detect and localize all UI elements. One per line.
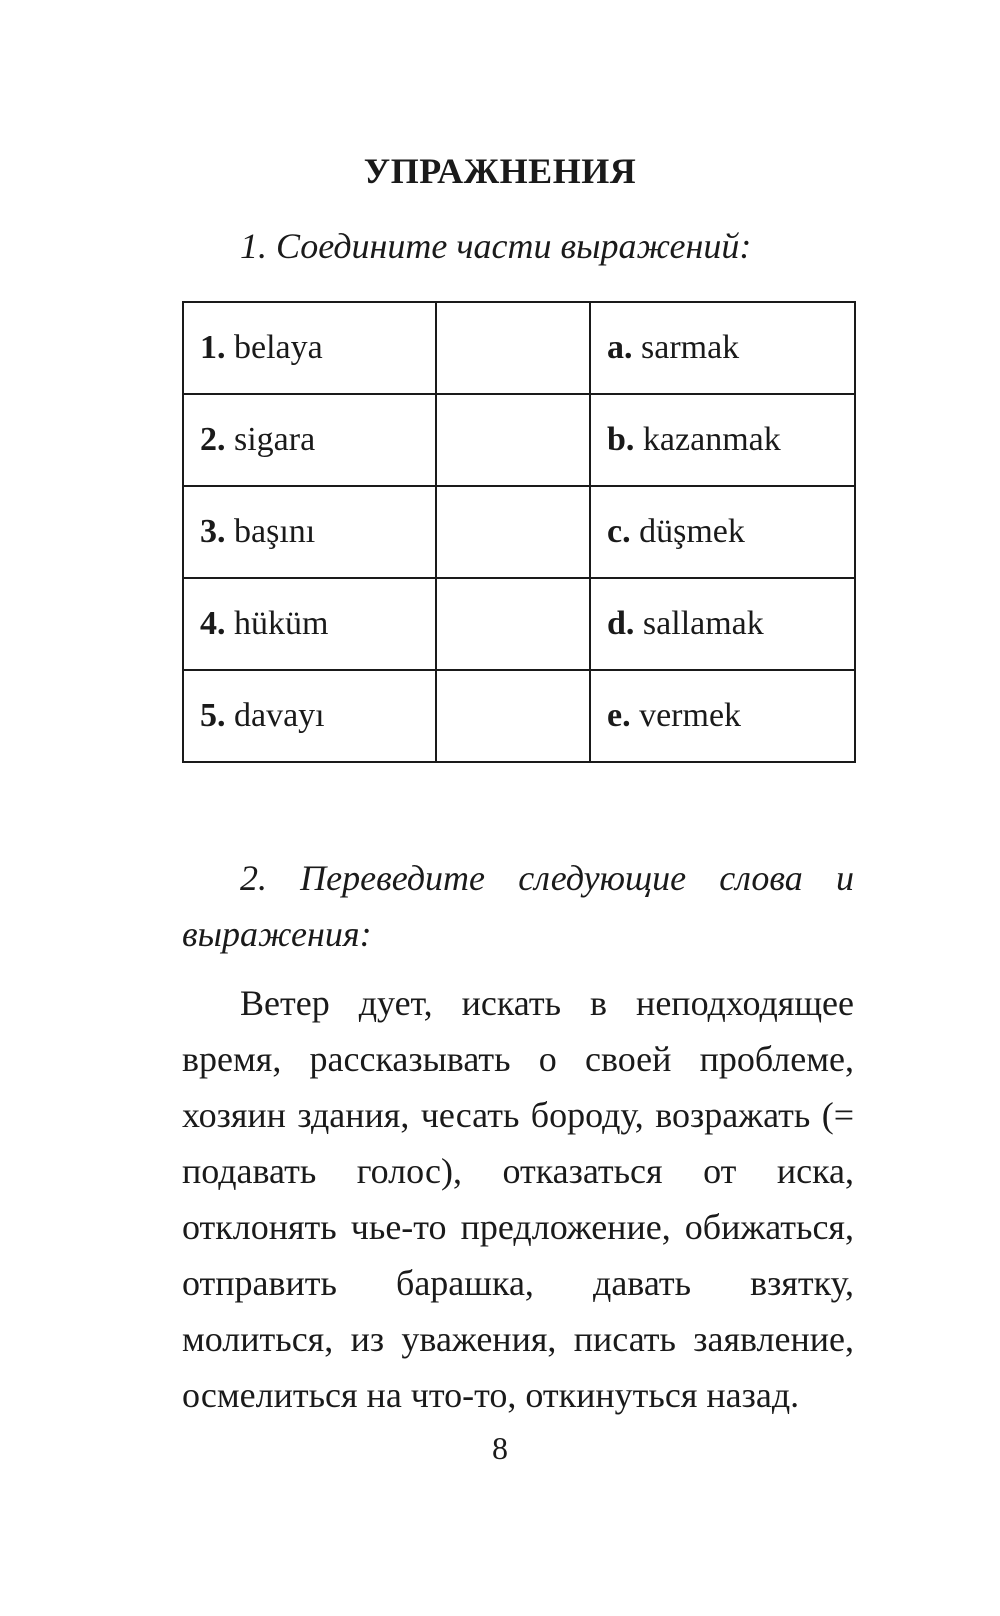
exercise-1-instruction: 1. Соедините части выражений: [240, 226, 752, 266]
exercise-2-text: Ветер дует, искать в неподходящее время, рассказывать о своей проблеме, хозяин здания, чесать бороду, возражать (= подавать голос), отказаться от иска, отклонять чье-то предложение, обижаться, отправить барашка, давать взятку, молиться, из уважения, писать заявление, осмелиться на что-то, откинуться назад. [182, 983, 854, 1415]
table-row [183, 302, 855, 394]
left-word: davayı [234, 697, 325, 734]
exercise-2-instruction: 2. Переведите следующие слова и выражения: [182, 858, 854, 954]
matching-table-body [183, 302, 855, 762]
right-letter: a. [607, 329, 633, 366]
table-row [183, 578, 855, 670]
right-letter: d. [607, 605, 635, 642]
blank-cell[interactable] [436, 578, 590, 670]
right-letter: e. [607, 697, 631, 734]
right-word: sallamak [642, 605, 764, 642]
right-word: düşmek [639, 513, 745, 550]
right-word: sarmak [641, 329, 740, 366]
right-word: vermek [639, 697, 742, 734]
table-row [183, 394, 855, 486]
left-number: 3. [200, 513, 226, 550]
left-cell [183, 302, 436, 394]
left-cell [183, 670, 436, 762]
left-word: belaya [234, 329, 323, 366]
left-cell [183, 394, 436, 486]
blank-cell[interactable] [436, 394, 590, 486]
left-word: başını [234, 513, 316, 550]
left-word: hüküm [234, 605, 329, 642]
right-letter: b. [607, 421, 635, 458]
matching-table [182, 301, 856, 763]
left-word: sigara [234, 421, 316, 458]
left-number: 1. [200, 329, 226, 366]
blank-cell[interactable] [436, 486, 590, 578]
right-word: kazanmak [642, 421, 781, 458]
right-cell [590, 486, 855, 578]
left-number: 5. [200, 697, 226, 734]
right-cell [590, 578, 855, 670]
right-cell [590, 394, 855, 486]
left-number: 2. [200, 421, 226, 458]
table-row [183, 486, 855, 578]
left-cell [183, 578, 436, 670]
left-number: 4. [200, 605, 226, 642]
blank-cell[interactable] [436, 302, 590, 394]
blank-cell[interactable] [436, 670, 590, 762]
page-title: УПРАЖНЕНИЯ [363, 151, 637, 191]
left-cell [183, 486, 436, 578]
right-cell [590, 670, 855, 762]
right-letter: c. [607, 513, 631, 550]
table-row [183, 670, 855, 762]
right-cell [590, 302, 855, 394]
page-number: 8 [492, 1430, 508, 1466]
